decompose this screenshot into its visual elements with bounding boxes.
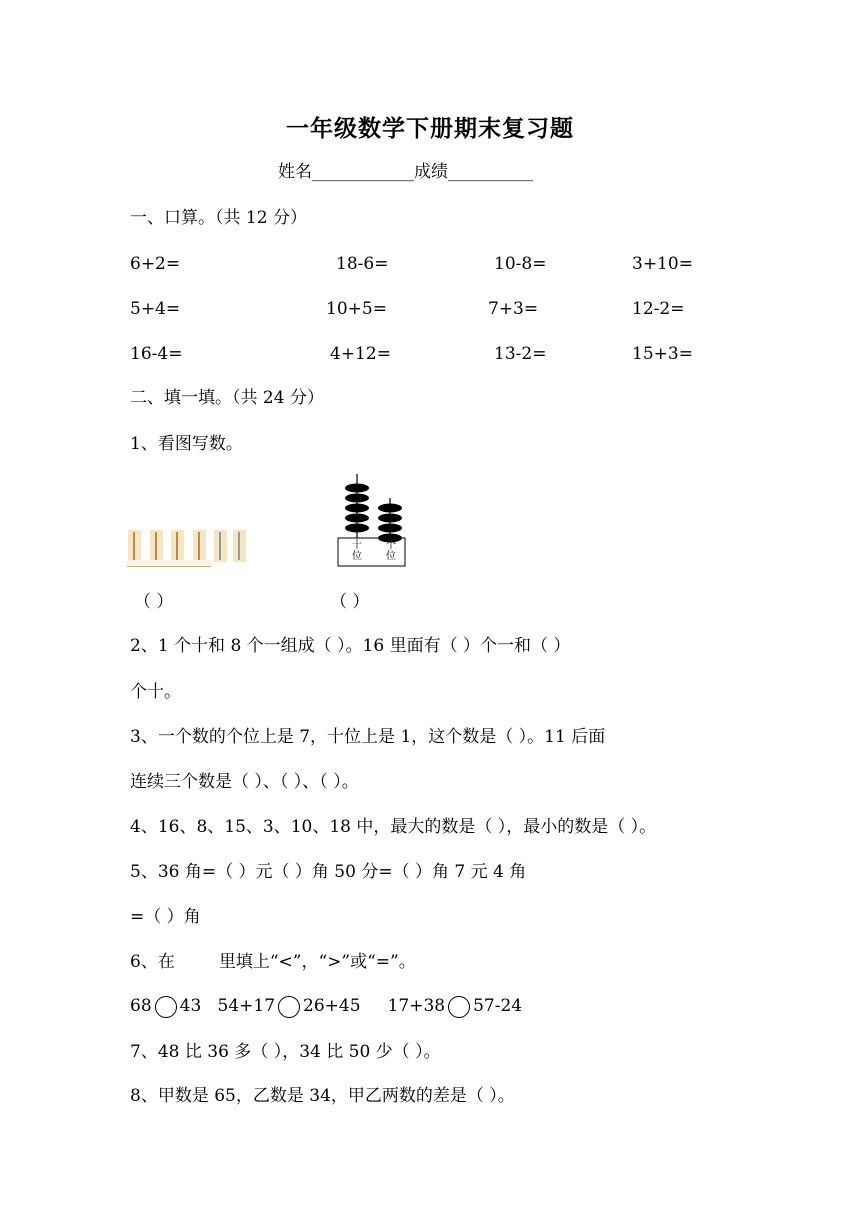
question-8: 8、甲数是 65，乙数是 34，甲乙两数的差是（ ）。 xyxy=(130,1086,515,1106)
calc-r1-c1: 6+2= xyxy=(130,254,181,274)
question-3-line-1: 3、一个数的个位上是 7，十位上是 1，这个数是（ ）。11 后面 xyxy=(130,727,606,747)
question-2-line-1: 2、1 个十和 8 个一组成（ ）。16 里面有（ ）个一和（ ） xyxy=(130,636,571,656)
stick xyxy=(150,530,163,562)
bead xyxy=(378,514,402,523)
stick xyxy=(128,530,141,562)
ones-place-label: 个位 xyxy=(386,540,396,562)
page-title: 一年级数学下册期末复习题 xyxy=(286,116,574,142)
calc-r2-c2: 10+5= xyxy=(326,299,387,319)
bead xyxy=(345,524,369,533)
compare-right: 57-24 xyxy=(473,996,523,1016)
name-label: 姓名 xyxy=(278,162,312,182)
section-1-heading: 一、口算。（共 12 分） xyxy=(130,208,307,228)
compare-right: 26+45 xyxy=(303,996,361,1016)
tens-beads xyxy=(345,484,369,533)
compare-left: 54+17 xyxy=(217,996,276,1016)
calc-r1-c3: 10-8= xyxy=(494,254,547,274)
stick xyxy=(214,530,227,562)
calc-r3-c1: 16-4= xyxy=(130,344,183,364)
calc-r1-c2: 18-6= xyxy=(336,254,389,274)
name-blank[interactable]: ____________ xyxy=(312,162,414,182)
calc-r2-c1: 5+4= xyxy=(130,299,181,319)
bead xyxy=(378,504,402,513)
answer-blank-sticks[interactable]: （ ） xyxy=(134,592,174,612)
question-6 xyxy=(130,950,416,974)
calc-r1-c4: 3+10= xyxy=(632,254,693,274)
question-5-line-1: 5、36 角=（ ）元（ ）角 50 分=（ ）角 7 元 4 角 xyxy=(130,862,527,882)
bead xyxy=(345,484,369,493)
bead xyxy=(345,514,369,523)
calc-r3-c3: 13-2= xyxy=(494,344,547,364)
comparison-row xyxy=(130,994,522,1018)
calc-r2-c4: 12-2= xyxy=(632,299,685,319)
bead xyxy=(378,524,402,533)
calc-r3-c2: 4+12= xyxy=(330,344,391,364)
question-5-line-2: =（ ）角 xyxy=(130,907,201,927)
compare-circle[interactable] xyxy=(155,996,177,1018)
stick xyxy=(193,530,206,562)
calc-r3-c4: 15+3= xyxy=(632,344,693,364)
compare-left: 68 xyxy=(130,996,152,1016)
student-info xyxy=(278,160,533,184)
question-6-prefix: 6、在 xyxy=(130,952,175,972)
score-blank[interactable]: __________ xyxy=(448,162,533,182)
stick xyxy=(171,530,184,562)
question-2-line-2: 个十。 xyxy=(130,682,181,702)
question-3-line-2: 连续三个数是（ ）、（ ）、（ ）。 xyxy=(130,772,359,792)
compare-circle[interactable] xyxy=(278,996,300,1018)
bead xyxy=(345,504,369,513)
tens-place-label: 十位 xyxy=(352,540,362,562)
compare-left: 17+38 xyxy=(387,996,446,1016)
question-1: 1、看图写数。 xyxy=(130,434,243,454)
compare-right: 43 xyxy=(179,996,202,1016)
question-7: 7、48 比 36 多（ ），34 比 50 少（ ）。 xyxy=(130,1042,441,1062)
answer-blank-abacus[interactable]: （ ） xyxy=(330,592,370,612)
question-6-suffix: 里填上“<”，“>”或“=”。 xyxy=(218,952,416,972)
stick xyxy=(233,530,246,562)
calc-r2-c3: 7+3= xyxy=(488,299,539,319)
stick-bundle-base xyxy=(127,560,211,567)
section-2-heading: 二、填一填。（共 24 分） xyxy=(130,388,324,408)
abacus xyxy=(330,468,412,570)
bead xyxy=(345,494,369,503)
score-label: 成绩 xyxy=(414,162,448,182)
compare-circle[interactable] xyxy=(448,996,470,1018)
question-4: 4、16、8、15、3、10、18 中，最大的数是（ ），最小的数是（ ）。 xyxy=(130,817,657,837)
